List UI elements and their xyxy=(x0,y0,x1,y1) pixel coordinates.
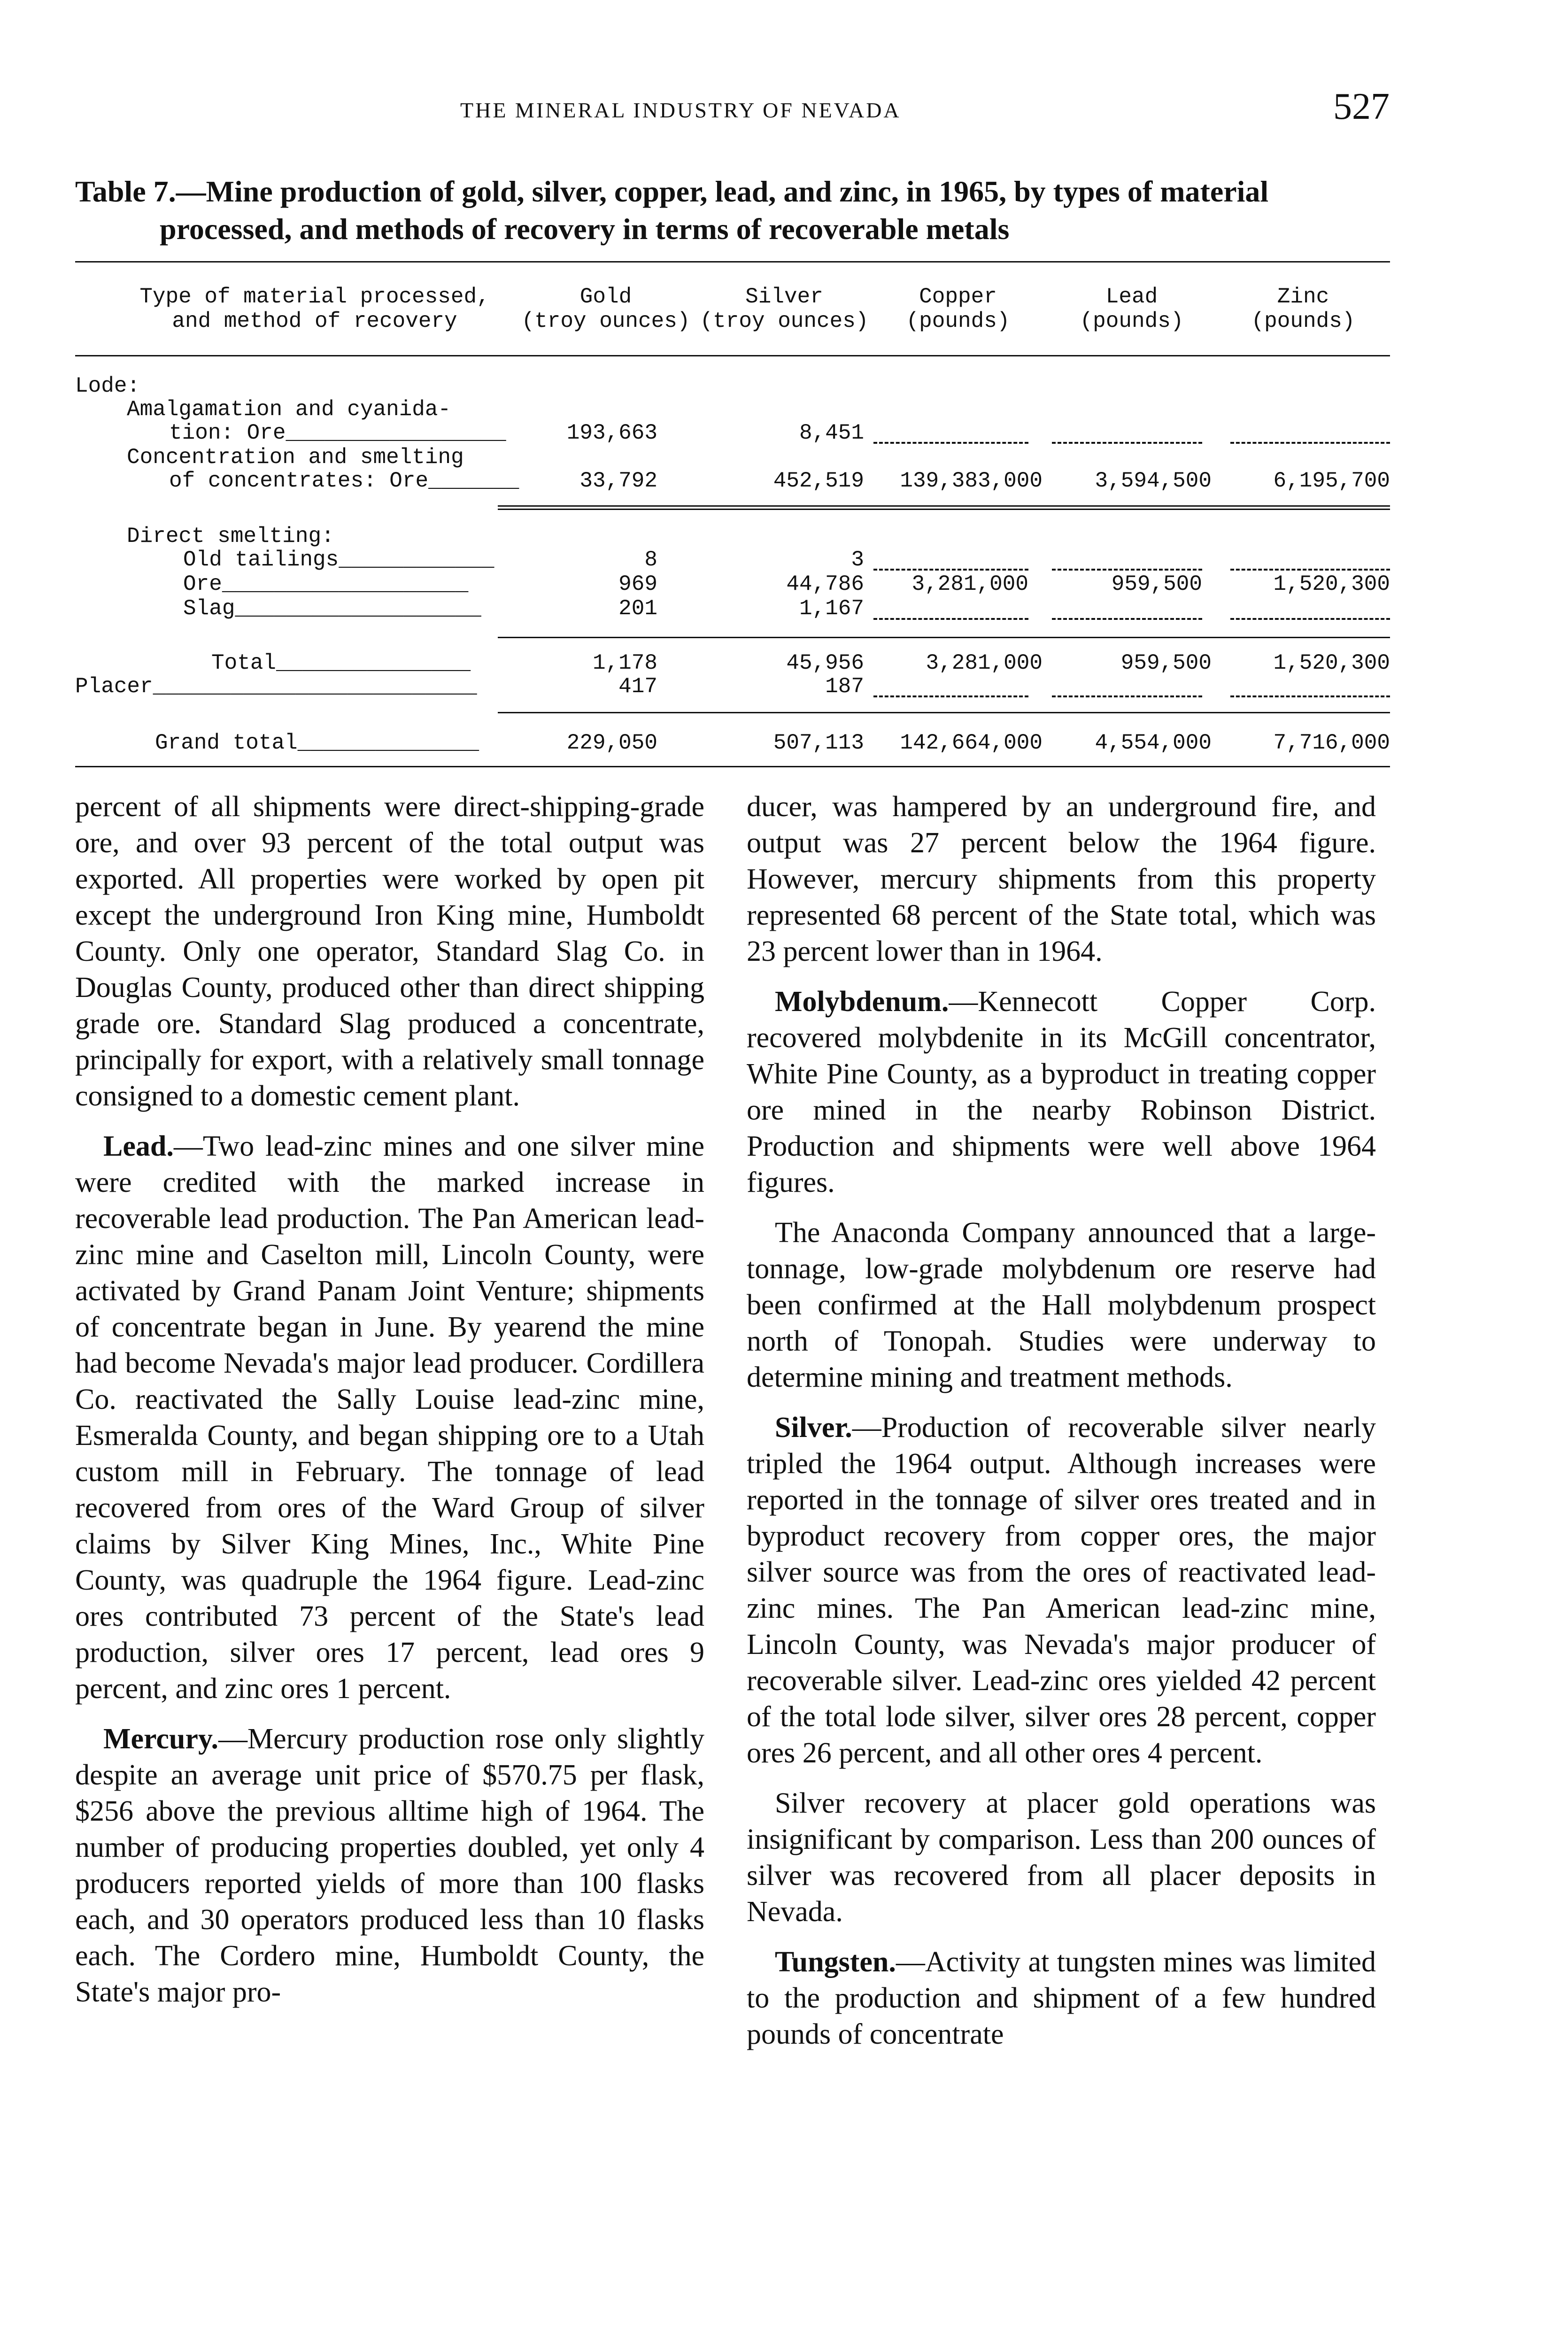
header-lead: Lead (pounds) xyxy=(1080,285,1184,333)
amalg-gold: 193,663 xyxy=(566,421,657,445)
paragraph-tungsten: Tungsten.—Activity at tungsten mines was limited to the production and shipment of a few hundred pounds of concentrate xyxy=(747,1946,1376,2050)
ore-lead: 959,500 xyxy=(1111,572,1202,596)
header-zinc: Zinc (pounds) xyxy=(1251,285,1355,333)
running-header: THE MINERAL INDUSTRY OF NEVADA xyxy=(460,98,901,122)
paragraph-shipments: percent of all shipments were direct-shipping-grade ore, and over 93 percent of the total output was exported. All properties were worked by open pit except the underground Iron King mine, Humboldt County. Only one operator, Standard Slag Co. in Douglas County, produced other than direct shipping grade ore. Standard Slag produced a concentrate, principally for export, with a relatively small tonnage consigned to a domestic cement plant. xyxy=(75,791,704,1112)
page-number: 527 xyxy=(1333,86,1390,127)
header-copper: Copper (pounds) xyxy=(906,285,1010,333)
conc-copper: 139,383,000 xyxy=(900,469,1043,493)
ore-gold: 969 xyxy=(618,572,657,596)
conc-lead: 3,594,500 xyxy=(1095,469,1212,493)
label-old-tailings: Old tailings____________ xyxy=(183,548,494,572)
total-zinc: 1,520,300 xyxy=(1273,651,1390,675)
left-column xyxy=(75,789,704,2024)
conc-silver: 452,519 xyxy=(773,469,864,493)
slag-silver: 1,167 xyxy=(799,596,864,621)
label-ore: Ore___________________ xyxy=(183,572,469,596)
conc-zinc: 6,195,700 xyxy=(1273,469,1390,493)
run-in-molybdenum: Molybdenum. xyxy=(775,986,949,1018)
header-gold: Gold (troy ounces) xyxy=(521,285,690,333)
label-amalg-2: tion: Ore_________________ xyxy=(169,421,506,445)
slag-gold: 201 xyxy=(618,596,657,621)
label-grand-total: Grand total______________ xyxy=(155,731,479,755)
grand-zinc: 7,716,000 xyxy=(1273,731,1390,755)
label-total: Total_______________ xyxy=(211,651,471,675)
label-direct: Direct smelting: xyxy=(127,524,334,548)
grand-gold: 229,050 xyxy=(566,731,657,755)
ore-copper: 3,281,000 xyxy=(911,572,1028,596)
paragraph-mercury: Mercury.—Mercury production rose only slightly despite an average unit price of $570.75 per flask, $256 above the previous alltime high of 1964. The number of producing properties doubled, yet only 4 producers reported yields of more than 100 flasks each, and 30 operators produced less than 10 flasks each. The Cordero mine, Humboldt County, the State's major pro- xyxy=(75,1723,704,2008)
conc-gold: 33,792 xyxy=(579,469,657,493)
ore-silver: 44,786 xyxy=(786,572,864,596)
total-silver: 45,956 xyxy=(786,651,864,675)
label-lode: Lode: xyxy=(75,374,140,398)
grand-copper: 142,664,000 xyxy=(900,731,1043,755)
run-in-silver: Silver. xyxy=(775,1412,852,1444)
label-conc-1: Concentration and smelting xyxy=(127,445,464,470)
label-placer: Placer_________________________ xyxy=(75,674,477,699)
total-gold: 1,178 xyxy=(592,651,657,675)
paragraph-mercury-cont: ducer, was hampered by an underground fire, and output was 27 percent below the 1964 figure. However, mercury shipments from this property represented 68 percent of the State total, which was 23 percent lower than in 1964. xyxy=(747,791,1376,967)
label-conc-2: of concentrates: Ore_______ xyxy=(169,469,519,493)
total-copper: 3,281,000 xyxy=(926,651,1043,675)
header-silver: Silver (troy ounces) xyxy=(700,285,869,333)
ore-zinc: 1,520,300 xyxy=(1273,572,1390,596)
paragraph-lead: Lead.—Two lead-zinc mines and one silver mine were credited with the marked increase in recoverable lead production. The Pan American lead-zinc mine and Caselton mill, Lincoln County, were activated by Grand Panam Joint Venture; shipments of concentrate began in June. By yearend the mine had become Nevada's major lead producer. Cordillera Co. reactivated the Sally Louise lead-zinc mine, Esmeralda County, and began shipping ore to a Utah custom mill in February. The tonnage of lead recovered from ores of the Ward Group of silver claims by Silver King Mines, Inc., White Pine County, was quadruple the 1964 figure. Lead-zinc ores contributed 73 percent of the State's lead production, silver ores 17 percent, lead ores 9 percent, and zinc ores 1 percent. xyxy=(75,1130,704,1705)
amalg-silver: 8,451 xyxy=(799,421,864,445)
paragraph-anaconda: The Anaconda Company announced that a large-tonnage, low-grade molybdenum ore reserve had been confirmed at the Hall molybdenum prospect north of Tonopah. Studies were underway to determine mining and treatment methods. xyxy=(747,1217,1376,1393)
paragraph-molybdenum: Molybdenum.—Kennecott Copper Corp. recovered molybdenite in its McGill concentrator, White Pine County, as a byproduct in treating copper ore mined in the nearby Robinson District. Production and shipments were well above 1964 figures. xyxy=(747,986,1376,1198)
paragraph-silver: Silver.—Production of recoverable silver nearly tripled the 1964 output. Although increases were reported in the tonnage of silver ores treated and in byproduct recovery from copper ores, the major silver source was from the ores of reactivated lead-zinc mines. The Pan American lead-zinc mine, Lincoln County, was Nevada's major producer of recoverable silver. Lead-zinc ores yielded 42 percent of the total lode silver, silver ores 28 percent, copper ores 26 percent, and all other ores 4 percent. xyxy=(747,1412,1376,1769)
old-silver: 3 xyxy=(851,548,864,572)
old-gold: 8 xyxy=(644,548,657,572)
placer-silver: 187 xyxy=(825,674,864,699)
paragraph-placer-silver: Silver recovery at placer gold operations was insignificant by comparison. Less than 200 ounces of silver was recovered from all placer deposits in Nevada. xyxy=(747,1787,1376,1928)
run-in-mercury: Mercury. xyxy=(103,1723,219,1755)
run-in-lead: Lead. xyxy=(103,1130,174,1162)
run-in-tungsten: Tungsten. xyxy=(775,1946,896,1978)
grand-silver: 507,113 xyxy=(773,731,864,755)
header-type: Type of material processed, and method of recovery xyxy=(139,285,490,333)
table-caption: Table 7.—Mine production of gold, silver, copper, lead, and zinc, in 1965, by types of material processed, and methods of recovery in terms of recoverable metals xyxy=(75,175,1269,246)
label-amalg-1: Amalgamation and cyanida- xyxy=(127,397,451,422)
total-lead: 959,500 xyxy=(1120,651,1212,675)
right-column xyxy=(747,789,1376,2067)
label-slag: Slag___________________ xyxy=(183,596,481,621)
placer-gold: 417 xyxy=(618,674,657,699)
grand-lead: 4,554,000 xyxy=(1095,731,1212,755)
